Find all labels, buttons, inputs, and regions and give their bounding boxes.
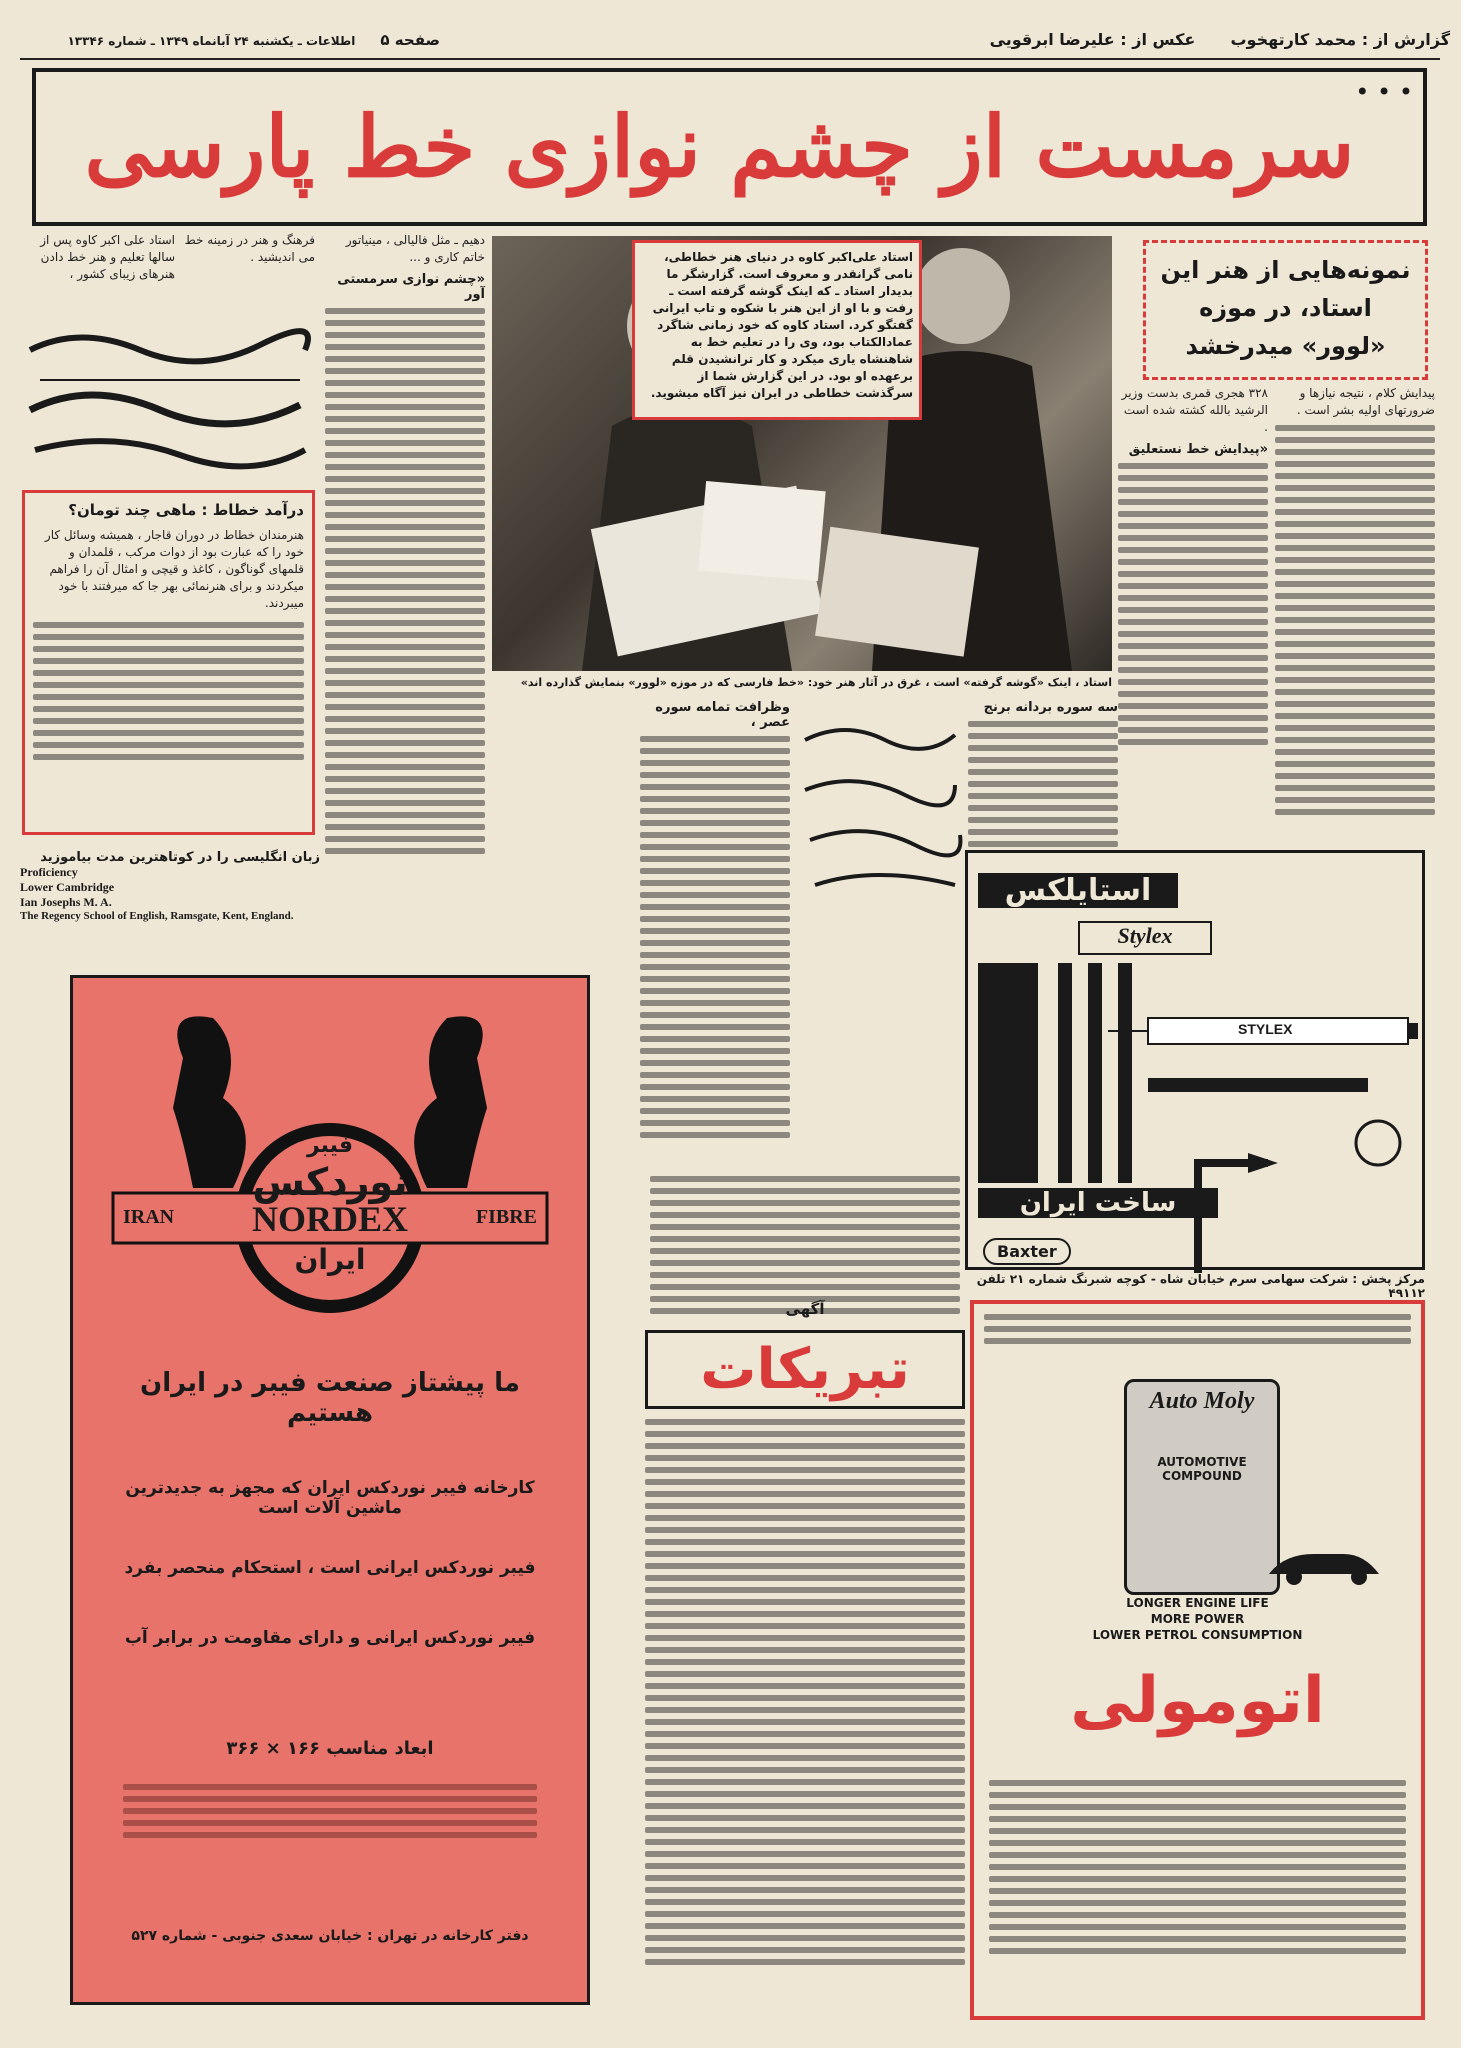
title-box-text: نمونه‌هایی از هنر این استاد، در موزه «لوور» میدرخشد bbox=[1160, 256, 1411, 360]
english-ad-l3: Ian Josephs M. A. bbox=[20, 895, 112, 909]
english-ad bbox=[20, 850, 320, 960]
automoly-ad bbox=[970, 1300, 1425, 2020]
income-box-text-lines bbox=[33, 622, 304, 760]
column-3-subhead: «چشم نوازی سرمستی آور bbox=[337, 272, 485, 302]
verse-strokes bbox=[795, 700, 965, 900]
tabrik-section bbox=[645, 1330, 965, 2030]
column-mid-1-subhead: وظرافت تمامه سوره عصر ، bbox=[655, 700, 790, 730]
issue-info: اطلاعات ـ یکشنبه ۲۴ آبانماه ۱۳۴۹ ـ شماره ۱۳۳۴۶ bbox=[67, 34, 356, 48]
nordex-fibre: FIBRE bbox=[475, 1206, 537, 1228]
nordex-text-lines bbox=[123, 1778, 537, 1844]
syringe-label: STYLEX bbox=[1238, 1021, 1293, 1037]
column-mid-2-subhead: سه سوره بردانه برنج bbox=[983, 700, 1118, 715]
nordex-line4: ابعاد مناسب ۱۶۶ × ۳۶۶ bbox=[226, 1738, 434, 1759]
column-mid-1-lines bbox=[640, 736, 790, 1138]
headline: سرمست از چشم نوازی خط پارسی bbox=[84, 97, 1355, 196]
intro-box bbox=[632, 240, 922, 420]
stylex-made-in: ساخت ایران bbox=[978, 1188, 1218, 1218]
column-5-text: ۳۲۸ هجری قمری بدست وزیر الرشید بالله کشته شده است . bbox=[1121, 386, 1268, 434]
column-5-lines bbox=[1118, 463, 1268, 745]
automoly-tag1: LONGER ENGINE LIFE bbox=[1126, 1596, 1269, 1610]
stylex-brand-fa: استایلکس bbox=[978, 873, 1178, 908]
top-rule bbox=[20, 58, 1440, 60]
photo-caption: استاد ، اینک «گوشه گرفته» است ، غرق در آثار هنر خود: «خط فارسی که در موزه «لوور» بنمایش گذارده اند» bbox=[520, 676, 1112, 689]
column-text-2: فرهنگ و هنر در زمینه خط می اندیشید . bbox=[184, 233, 315, 264]
income-box bbox=[22, 490, 315, 835]
nordex-iran: IRAN bbox=[123, 1206, 175, 1228]
column-5-subhead: «پیدایش خط نستعلیق bbox=[1128, 442, 1268, 457]
nordex-address: دفتر کارخانه در تهران : خیابان سعدی جنوبی - شماره ۵۲۷ bbox=[131, 1928, 529, 1944]
column-mid-1 bbox=[640, 700, 790, 1170]
title-box bbox=[1143, 240, 1428, 380]
page-number: صفحه ۵ bbox=[380, 31, 440, 49]
column-5 bbox=[1118, 385, 1268, 835]
column-text-1: استاد علی اکبر کاوه پس از سالها تعلیم و هنر خط دادن هنرهای زیبای کشور ، bbox=[40, 233, 175, 281]
report-by: گزارش از : محمد کارتهخوب bbox=[1230, 30, 1450, 49]
stylex-ad bbox=[965, 850, 1425, 1270]
automoly-tag3: LOWER PETROL CONSUMPTION bbox=[1092, 1628, 1303, 1642]
intro-text: استاد علی‌اکبر کاوه در دنیای هنر خطاطی، نامی گرانقدر و معروف است. گزارشگر ما بدیدار استاد ـ که اینک گوشه گرفته است ـ رفت و با او از این هنر با شکوه و تاب ایرانی گفتگو کرد. استاد کاوه که خود زمانی شاگرد عمادالکتاب بود، وی را در تعلیم خط به شاهنشاه یاری میکرد و کار ترانشیدن قلم برعهده او بود. در این گزارش شما از سرگذشت خطاطی در ایران نیز آگاه میشوید. bbox=[650, 250, 913, 400]
headline-box bbox=[32, 68, 1427, 226]
english-ad-l2: Lower Cambridge bbox=[20, 880, 115, 894]
nordex-line2: فیبر نوردکس ایرانی است ، استحکام منحصر بفرد bbox=[124, 1558, 536, 1578]
nordex-ad bbox=[70, 975, 590, 2005]
masthead-credits bbox=[950, 30, 1450, 60]
masthead-issue bbox=[20, 30, 440, 60]
column-4-lines bbox=[1275, 425, 1435, 815]
column-3-text: دهیم ـ مثل فالیالی ، مینیاتور خاتم کاری و ... bbox=[345, 233, 485, 264]
tabrik-lines bbox=[645, 1419, 965, 1965]
car-icon bbox=[1264, 1539, 1384, 1589]
automoly-brand-fa: اتومولی bbox=[1070, 1664, 1325, 1738]
column-bottom-text bbox=[650, 1170, 960, 1310]
notice-title: آگهی bbox=[785, 1300, 825, 1318]
column-4 bbox=[1275, 385, 1435, 835]
nordex-line1: کارخانه فیبر نوردکس ایران که مجهز به جدیدترین ماشین آلات است bbox=[125, 1478, 535, 1518]
tabrik-title: تبریکات bbox=[645, 1330, 965, 1409]
baxter-logo: Baxter bbox=[983, 1238, 1071, 1265]
column-bottom-lines bbox=[650, 1176, 960, 1314]
nordex-country: ایران bbox=[294, 1243, 366, 1276]
english-ad-l4: The Regency School of English, Ramsgate, Kent, England. bbox=[20, 910, 294, 922]
nordex-brand: نوردکس bbox=[252, 1160, 408, 1204]
nordex-line3: فیبر نوردکس ایرانی و دارای مقاومت در برابر آب bbox=[124, 1628, 536, 1648]
headline-ornament: • • • bbox=[1355, 78, 1413, 106]
automoly-body-lines bbox=[989, 1774, 1406, 1960]
column-3 bbox=[325, 232, 485, 962]
column-3-lines bbox=[325, 308, 485, 854]
income-box-title: درآمد خطاط : ماهی چند تومان؟ bbox=[68, 501, 304, 519]
calligraphy-sample bbox=[20, 320, 315, 480]
column-4-text: پیدایش کلام ، نتیجه نیازها و ضرورتهای اولیه بشر است . bbox=[1296, 386, 1435, 417]
stylex-contact: مرکز پخش : شرکت سهامی سرم خیابان شاه - کوچه شبرنگ شماره ۲۱ تلفن ۴۹۱۱۲ bbox=[976, 1272, 1425, 1300]
automoly-top-lines bbox=[984, 1314, 1411, 1344]
automoly-can bbox=[1124, 1379, 1280, 1595]
automoly-can-label: Auto Moly bbox=[1149, 1388, 1255, 1414]
english-ad-title: زبان انگلیسی را در کوتاهترین مدت بیاموزید bbox=[40, 850, 320, 865]
calligraphy-verse bbox=[795, 700, 965, 900]
nordex-top: فیبر bbox=[306, 1133, 354, 1158]
nordex-latin: NORDEX bbox=[251, 1199, 408, 1239]
automoly-compound: AUTOMOTIVE COMPOUND bbox=[1157, 1455, 1247, 1483]
income-box-body: هنرمندان خطاط در دوران قاجار ، همیشه وسائل کار خود را که عبارت بود از دوات مرکب ، قلمدان و قلمهای گوناگون ، کاغذ و قیچی و امثال آن را فراهم میکردند و برای هنرنمائی بهر جا که میرفتند با خود میبردند. bbox=[44, 528, 304, 610]
english-ad-l1: Proficiency bbox=[20, 865, 78, 879]
automoly-tag2: MORE POWER bbox=[1150, 1612, 1245, 1626]
photo-by: عکس از : علیرضا ابرقویی bbox=[989, 30, 1196, 49]
stylex-brand-en: Stylex bbox=[1078, 921, 1212, 955]
nordex-slogan: ما پیشتاز صنعت فیبر در ایران هستیم bbox=[140, 1368, 520, 1428]
calligraphy-strokes bbox=[20, 320, 315, 480]
